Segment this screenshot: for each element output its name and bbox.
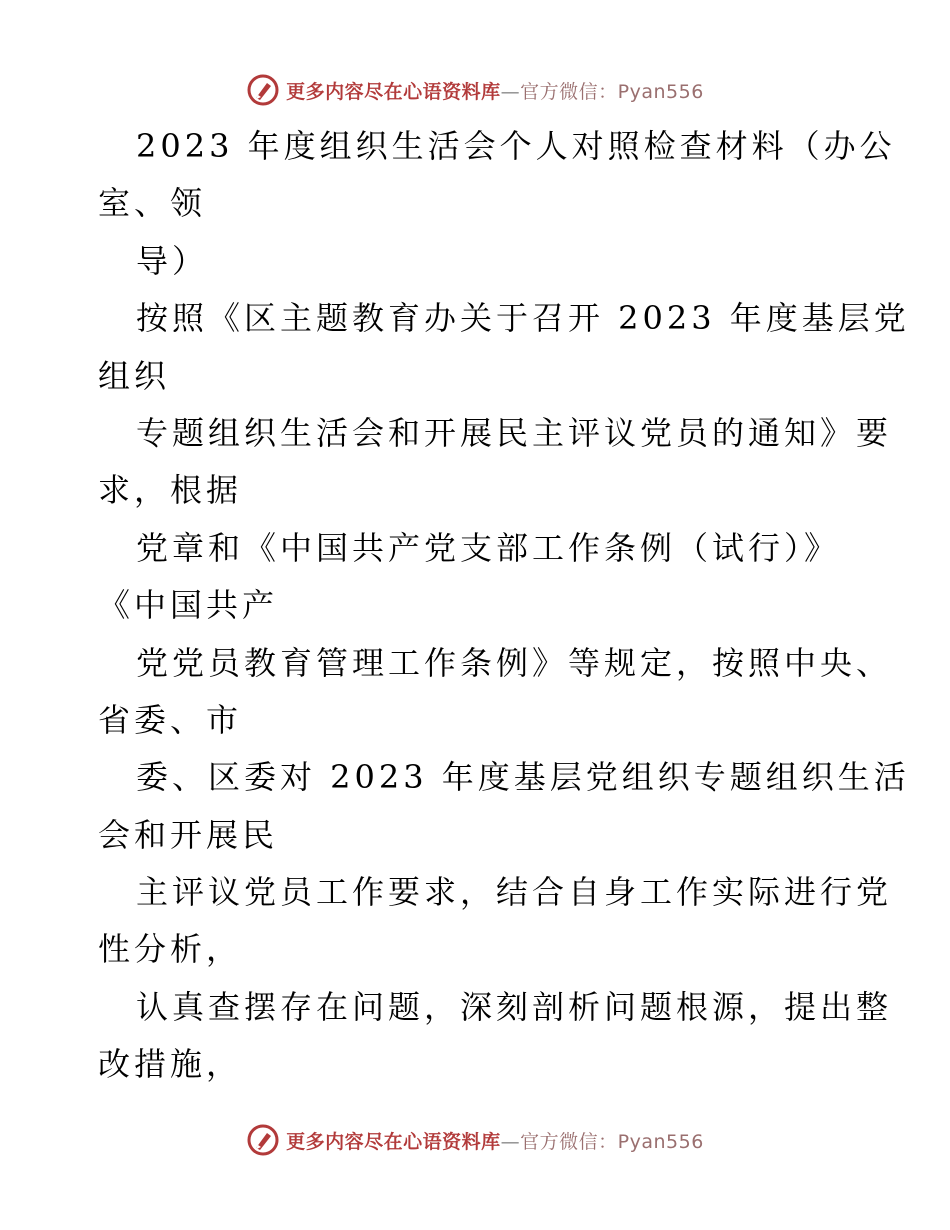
footer-watermark [0,1120,950,1160]
document-line: 会和开展民 [98,815,279,854]
document-line: 导） [136,241,209,280]
document-body [98,118,910,1094]
document-line: 性分析， [98,930,243,969]
header-watermark [0,70,950,110]
watermark-site: 更多内容尽在心语资料库 [286,1130,501,1153]
watermark-wechat: 官方微信：Pyan556 [520,1130,704,1153]
document-line: 2023 年度组织生活会个人对照检查材料（办公 [136,127,896,165]
document-line: 《中国共产 [98,586,279,625]
pen-nib-logo-icon [246,73,280,107]
document-line: 主评议党员工作要求，结合自身工作实际进行党 [136,873,893,912]
document-line: 省委、市 [98,700,243,739]
document-line: 改措施， [98,1045,243,1084]
watermark-site: 更多内容尽在心语资料库 [286,80,501,103]
document-line: 党党员教育管理工作条例》等规定，按照中央、 [136,643,893,682]
document-line: 党章和《中国共产党支部工作条例（试行）》 [136,528,841,567]
pen-nib-logo-icon [246,1123,280,1157]
watermark-text [286,1127,704,1154]
document-line: 按照《区主题教育办关于召开 2023 年度基层党 [136,299,910,338]
document-line: 室、领 [98,184,207,223]
document-line: 委、区委对 2023 年度基层党组织专题组织生活 [136,758,910,797]
watermark-separator: — [500,80,521,103]
document-line: 认真查摆存在问题，深刻剖析问题根源，提出整 [136,987,893,1026]
document-line: 求，根据 [98,471,243,510]
document-line: 专题组织生活会和开展民主评议党员的通知》要 [136,413,893,452]
watermark-wechat: 官方微信：Pyan556 [520,80,704,103]
watermark-separator: — [500,1130,521,1153]
watermark-text [286,77,704,104]
document-line: 组织 [98,356,171,395]
